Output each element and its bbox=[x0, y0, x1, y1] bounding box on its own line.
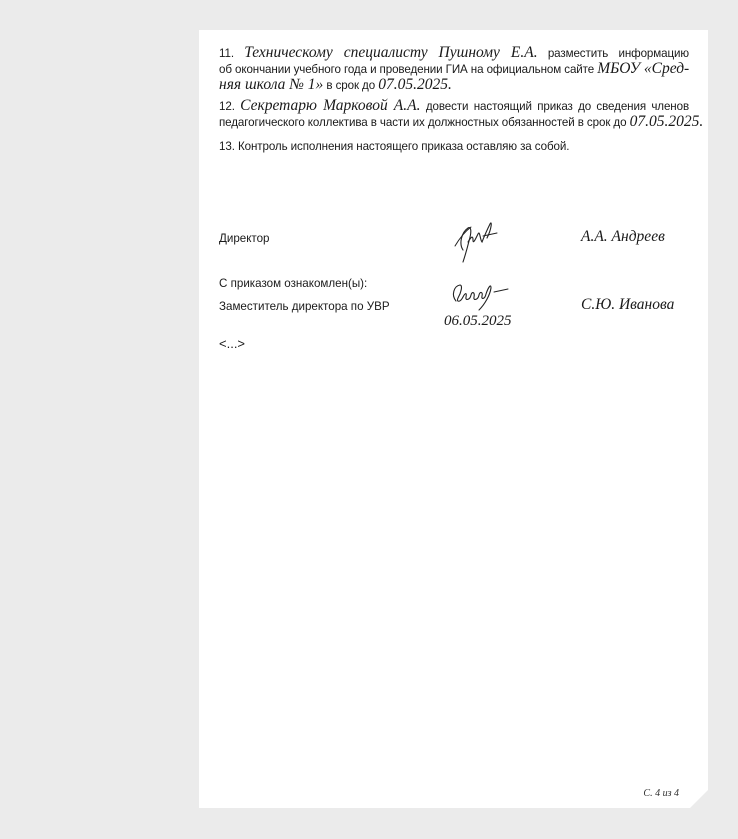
item-11-line-2 bbox=[219, 61, 689, 77]
item-11-line-3 bbox=[219, 77, 689, 93]
deputy-name: С.Ю. Иванова bbox=[581, 296, 675, 313]
document-page bbox=[199, 30, 708, 808]
acknowledged-heading: С приказом ознакомлен(ы): bbox=[219, 277, 368, 290]
item-12-line-1 bbox=[219, 98, 689, 114]
school-name: МБОУ «Сред- bbox=[597, 60, 690, 77]
omission-marker: <...> bbox=[219, 336, 246, 351]
item-11-line-1 bbox=[219, 45, 689, 61]
item-number: 13. bbox=[219, 140, 235, 153]
item-number: 11. bbox=[219, 47, 234, 60]
item-text: разместить информацию bbox=[547, 47, 689, 60]
item-text: педагогического коллектива в части их должностных обязанностей в срок до bbox=[219, 116, 627, 129]
deadline-date: 07.05.2025. bbox=[629, 113, 704, 130]
item-text: в срок до bbox=[326, 79, 376, 92]
item-13-line-1 bbox=[219, 139, 689, 154]
director-name: А.А. Андреев bbox=[581, 228, 665, 245]
deputy-signature-icon bbox=[448, 278, 514, 314]
director-signature-icon bbox=[449, 216, 503, 266]
responsible-person: Техническому специалисту Пушному Е.А. bbox=[244, 44, 538, 61]
item-12-line-2 bbox=[219, 113, 704, 130]
page-number: С. 4 из 4 bbox=[643, 788, 679, 799]
item-text: об окончании учебного года и проведении ГИА на официальном сайте bbox=[219, 63, 595, 76]
deadline-date: 07.05.2025. bbox=[378, 76, 452, 93]
responsible-person: Секретарю Марковой А.А. bbox=[240, 97, 421, 114]
school-name: няя школа № 1» bbox=[219, 76, 324, 93]
deputy-title: Заместитель директора по УВР bbox=[219, 300, 390, 313]
item-number: 12. bbox=[219, 100, 235, 113]
item-13 bbox=[219, 139, 689, 154]
director-title: Директор bbox=[219, 232, 270, 245]
item-12 bbox=[219, 97, 704, 130]
acknowledgement-date: 06.05.2025 bbox=[444, 313, 512, 329]
item-text: Контроль исполнения настоящего приказа оставляю за собой. bbox=[237, 140, 570, 153]
item-11 bbox=[219, 45, 689, 93]
item-text: довести настоящий приказ до сведения членов bbox=[425, 100, 690, 113]
